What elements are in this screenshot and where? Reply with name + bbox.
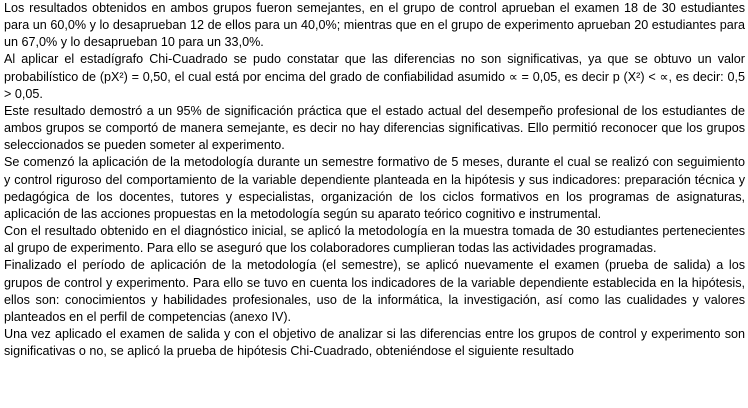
paragraph-significance: Este resultado demostró a un 95% de significación práctica que el estado actual del desempeño profesional de los estudiantes de ambos grupos se comportó de manera semejante, es decir no hay diferencias significativas. Ello permitió reconocer que los grupos seleccionados se pueden someter al experimento. — [4, 103, 745, 153]
paragraph-chi-square-initial: Al aplicar el estadígrafo Chi-Cuadrado se pudo constatar que las diferencias no son significativas, ya que se obtuvo un valor probabilístico de (pX²) = 0,50, el cual está por encima del grado de confiabilidad asumido ∝ = 0,05, es decir p (X²) < ∝, es decir: 0,5 > 0,05. — [4, 52, 745, 101]
paragraph-initial-diagnosis: Con el resultado obtenido en el diagnóstico inicial, se aplicó la metodología en la muestra tomada de 30 estudiantes pertenecientes al grupo de experimento. Para ello se aseguró que los colaboradores cumplieran todas las actividades programadas. — [4, 224, 745, 256]
paragraph-chi-square-final: Una vez aplicado el examen de salida y con el objetivo de analizar si las diferencias entre los grupos de control y experimento son significativas o no, se aplicó la prueba de hipótesis Chi-Cuadrado, obteniéndose el siguiente resultado — [4, 326, 745, 359]
paragraph-exit-exam: Finalizado el período de aplicación de la metodología (el semestre), se aplicó nuevamente el examen (prueba de salida) a los grupos de control y experimento. Para ello se tuvo en cuenta los indicadores de la variable dependiente establecida en la hipótesis, ellos son: conocimientos y habilidades profesionales, uso de la informática, la investigación, así como las cualidades y valores planteados en el perfil de competencias (anexo IV). — [4, 258, 745, 324]
paragraph-methodology-application: Se comenzó la aplicación de la metodología durante un semestre formativo de 5 meses, durante el cual se realizó con seguimiento y control riguroso del comportamiento de la variable dependiente planteada en la hipótesis y sus indicadores: preparación técnica y pedagógica de los docentes, tutores y especialistas, organización de los ciclos formativos en los programas de asignaturas, aplicación de las acciones propuestas en la metodología según su aparato teórico cognitivo e instrumental. — [4, 155, 745, 221]
paragraph-results-groups: Los resultados obtenidos en ambos grupos fueron semejantes, en el grupo de control aprueban el examen 18 de 30 estudiantes para un 60,0% y lo desaprueban 12 de ellos para un 40,0%; mientras que en el grupo de experimento aprueban 20 estudiantes para un 67,0% y lo desaprueban 10 para un 33,0%. — [4, 1, 745, 50]
